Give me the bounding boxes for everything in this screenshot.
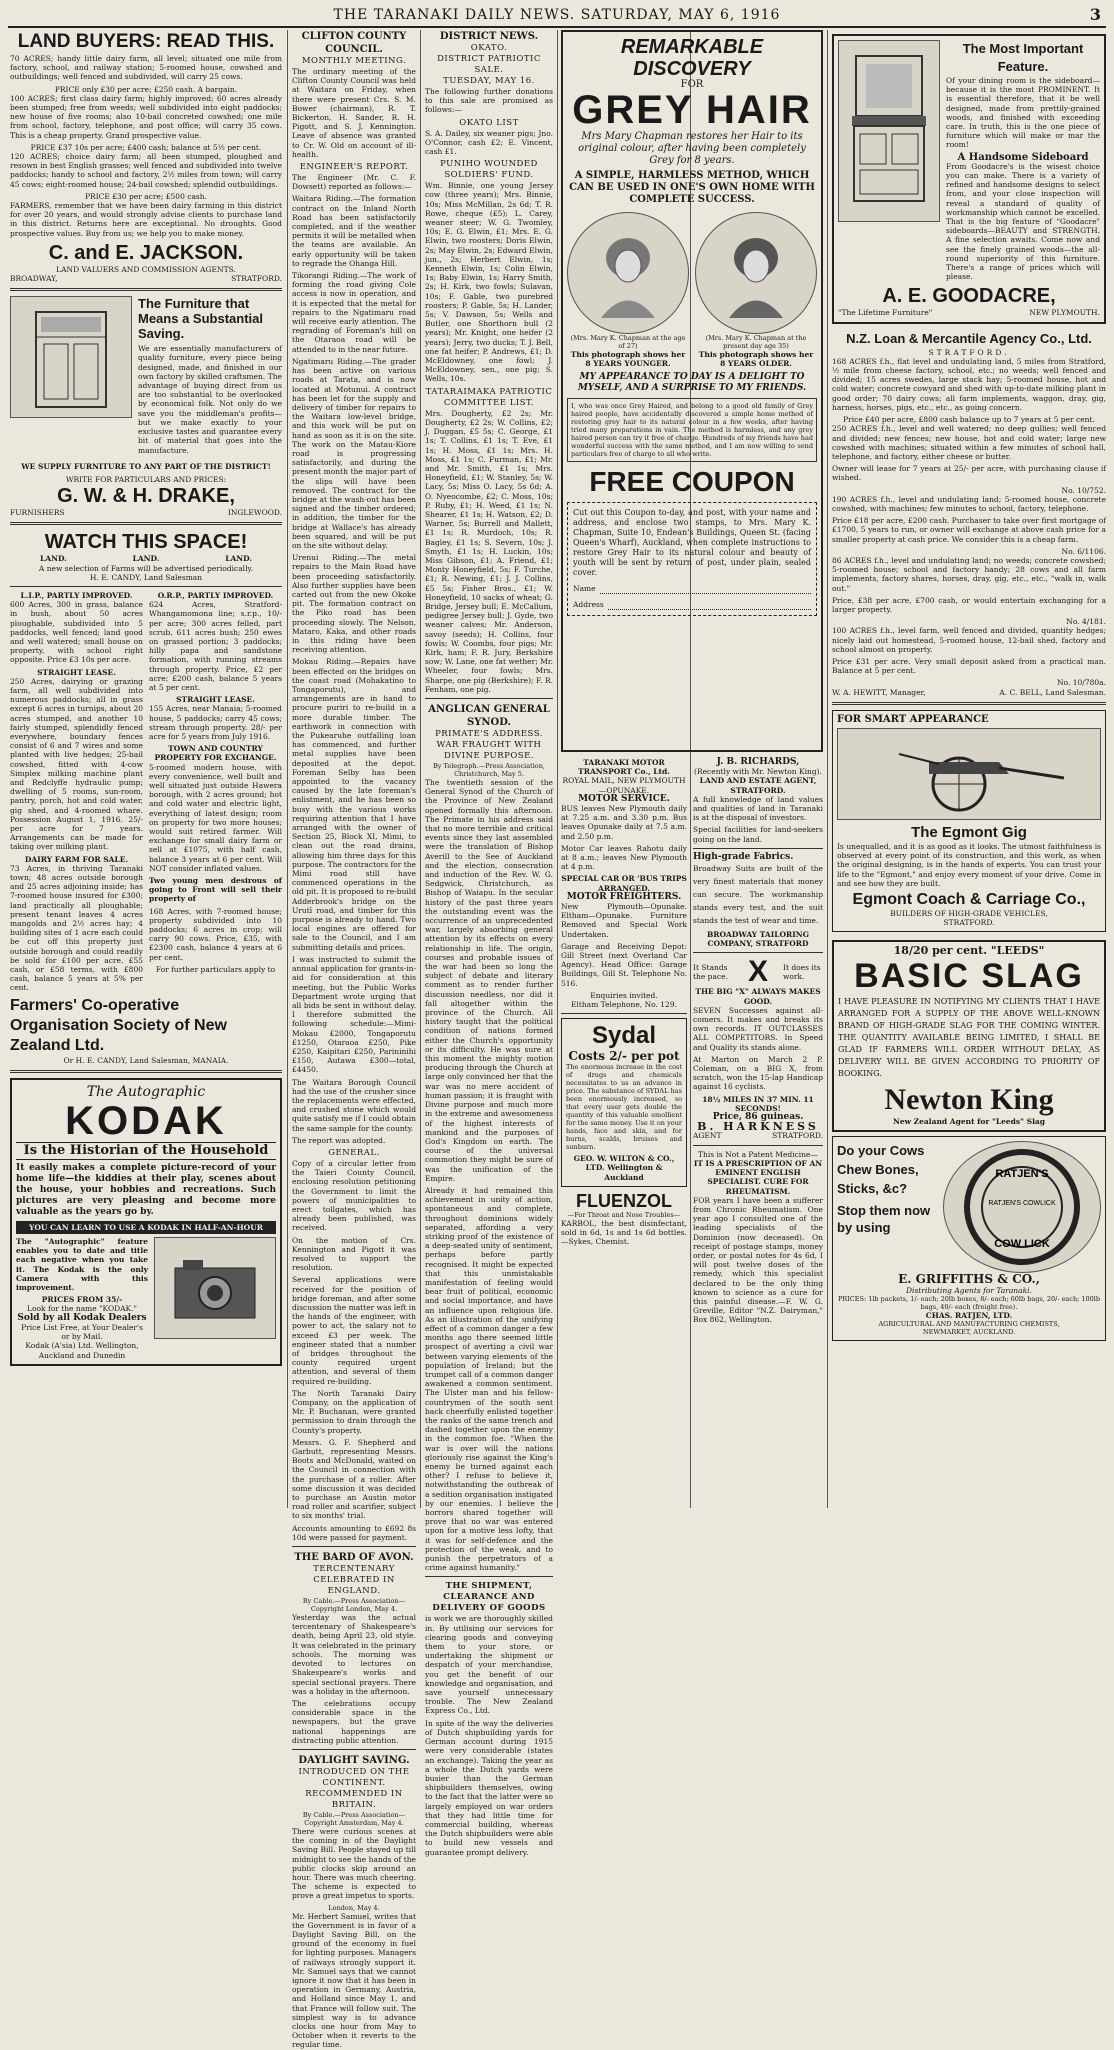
stop-text: Stop them now by using [837,1202,931,1235]
drake-town: INGLEWOOD. [227,508,282,518]
agent-label: AGENT [693,1131,722,1141]
karbol-text: KARBOL, the best disinfectant, sold in 6d, 1s and 1s 6d bottles.—Sykes, Chemist. [561,1218,687,1247]
engineer-body: The Waitara Borough Council had the use of the crusher since the replacements were effected, and crushed stone which would quite satisfy me if I could obtain the same sample for the county. [292,1077,416,1133]
egmont-name: Egmont Coach & Carriage Co., [852,891,1086,908]
listing-heading: TOWN AND COUNTRY PROPERTY FOR EXCHANGE. [154,744,277,763]
listing-86-acres: 86 ACRES f.h., level and undulating land; no weeds; concrete cowshed; 5-roomed house; school and factory handy; 28 cows and all farm implements, factory shares, horses, dray, gig, etc., etc., "walk in, walk out." [832,555,1106,593]
richards-body: A full knowledge of land values and qualities of land in Taranaki is at the disposal of investors. [693,794,823,823]
jackson-subtitle: LAND VALUERS AND COMMISSION AGENTS. [56,264,236,274]
sydal-agents: GEO. W. WILTON & CO., LTD. Wellington & Auckland [573,1154,675,1182]
listing-heading: STRAIGHT LEASE. [176,695,255,705]
shows-present: This photograph shows her 8 YEARS OLDER. [698,350,814,369]
column-2 [292,30,416,2050]
general-heading: GENERAL. [328,1147,380,1158]
listing-price: Price £40 per acre, £800 cash balance up to 7 years at 5 per cent. [843,415,1095,425]
war-heading: WAR FRAUGHT WITH DIVINE PURPOSE. [436,739,542,761]
newton-king-subtitle: New Zealand Agent for "Leeds" Slag [892,1116,1046,1126]
divider [10,288,282,291]
listing-body: 250 Acres, dairying or grazing farm, all well subdivided into numerous paddocks; all in grass except 6 acres in turnips, about 20 acres stumped, and another 10 fairly stumped, splendidly fenced everywhere, boundary fences consist of 6 and 7 wires and some planted with live hedges; 25-bail cowshed, fitted with 4-cow Simplex milking machine plant and Redclyffe hydraulic pump; dwelling of 5 rooms, sun-room, pantry, porch, hot and cold water, gig shed, and 4-roomed whare. Possession August 1, 1916. 25/- per acre for 7 years. Arrangements can be made for taking over milking plant. [10,676,143,852]
newspaper-title: THE TARANAKI DAILY NEWS. SATURDAY, MAY 6, 1916 [333,7,781,23]
eltham-telephone: Eltham Telephone, No. 129. [571,1000,677,1010]
nzloan-heading: N.Z. Loan & Mercantile Agency Co., Ltd. [846,330,1092,346]
sydal-ad [561,1018,687,1187]
motor-service-heading: MOTOR SERVICE. [578,793,670,804]
richards-body: Special facilities for land-seekers going on the land. [693,825,823,844]
puniho-heading: PUNIHO WOUNDED SOLDIERS' FUND. [440,159,538,181]
kodak-historian: Is the Historian of the Household [16,1142,276,1160]
x-left-text: It Stands the pace. [693,963,728,982]
ratjen-subtitle: AGRICULTURAL AND MANUFACTURING CHEMISTS, [878,1320,1060,1329]
listing-body: 600 Acres, 300 in grass, balance in bush, about 50 acres ploughable, subdivided into 5 paddocks, well fenced; land good and well watered; small house on property, with school right opposite. Price £3 10s per acre. [10,600,143,665]
handsome-heading: A Handsome Sideboard [957,151,1089,163]
richards-town: STRATFORD. [730,785,786,795]
listing-body: 5-roomed modern house, with every convenience, well built and well situated just outside Hawera borough, with 2 acres ground; hot and cold water and electric light, everything of latest design; room on property for two more houses; would suit retired farmer. Will exchange for small dairy farm or sell at £1075, with half cash, balance 3 years at 6 per cent. Will NOT consider inflated values. [149,762,282,873]
daylight-subheading: RECOMMENDED IN BRITAIN. [305,1788,403,1810]
listing-price: Price, £38 per acre, £700 cash, or would entertain exchanging for a larger property. [832,595,1106,614]
monthly-heading: MONTHLY MEETING. [301,56,407,66]
simple-text: A SIMPLE, HARMLESS METHOD, WHICH CAN BE USED IN ONE'S OWN HOME WITH COMPLETE SUCCESS. [569,170,815,206]
daylight-subheading: INTRODUCED ON THE CONTINENT. [298,1766,410,1788]
goodacre-ad [832,34,1106,324]
listing-price: PRICE £30 per acre; £500 cash. [85,191,207,201]
land-word: LAND. [40,554,67,564]
garage-body: Garage and Receiving Depot: Gill Street (next Overland Car Agency). Head Office: Garage Buildings, Gill St. Telephone No. 516. [561,941,687,988]
watch-note: A new selection of Farms will be advertised periodically. [38,563,254,573]
gig-carriage-icon [869,734,1069,814]
general-body: On the motion of Crs. Kennington and Pigott it was resolved to support the resolution. [292,1235,416,1273]
jackson-ad [10,30,282,283]
farmers-note: FARMERS, remember that we have been dairy farming in this district for over 20 years, and would strongly advise clients to purchase land in this district. Returns here are exceptional. No droughts. Good prospective values. Buy from us; we help you to make money. [10,201,282,238]
land-word: LAND. [225,554,252,564]
bard-body: The celebrations occupy considerable space in the newspapers, but the grave national happenings are distracting public attention. [292,1698,416,1745]
page-number: 3 [1089,5,1102,24]
richards-name: J. B. RICHARDS, [716,757,800,767]
shipment-body: In spite of the way the deliveries of Dutch shipbuilding yards for German account during 1915 were very considerable (states an exchange). Taking the year as a whole the Dutch yards were busier than the German shipbuilders themselves, owing to the fact that the latter were so largely employed on war orders that they had little time for commercial building, whereas the Dutch shipbuilders were able to build new vessels and guarantee prompt delivery. [425,1718,553,1857]
column-6 [832,30,1106,1510]
cowlick-inner-text: COW LICK [994,1237,1050,1250]
bicycle-price: Price, 86 guineas. [712,1112,804,1123]
cowlick-icon [957,1147,1087,1267]
general-body: Several applications were received for the position of bridge foreman, and after some discussion the matter was left in the hands of the engineer, with power to act, the salary not to exceed £3 per week. The engineer stated that a number of bridges throughout the county required urgent attention, and several of them required re-building. [292,1275,416,1386]
big-x-heading: THE BIG "X" ALWAYS MAKES GOOD. [695,987,821,1006]
column-4-5 [561,30,823,1510]
engineer-body: Waitara Riding.—The formation contract on the Inland North Road has been satisfactorily completed, and if the weather permits it will be metalled when the teams are available. An early opportunity will be taken to regrade the Ohanga Hill. [292,194,416,268]
seven-text: SEVEN Successes against all-comers. It makes and breaks its own records. IT OUTCLASSES ALL COMPETITORS. In Speed and Quality its stands alone. [693,1005,823,1052]
general-body: Accounts amounting to £692 8s 10d were passed for payment. [292,1523,416,1542]
column-rule [287,30,288,1508]
kodak-ad [10,1078,282,1366]
goodacre-town: NEW PLYMOUTH. [1029,308,1100,318]
listing-120-acres: 120 ACRES; choice dairy farm; all been stumped, ploughed and resown in best English grasses; well fenced and subdivided into twelve paddocks; handy to school and factory, 2½ miles from town; will carry 45 cows; eight-roomed house; 24-bail cowshed; splendid outbuildings. [10,152,282,189]
engineer-heading: ENGINEER'S REPORT. [299,162,409,173]
okato-list-heading: OKATO LIST [459,117,519,128]
shipment-heading: THE SHIPMENT, CLEARANCE AND DELIVERY OF GOODS [432,1581,546,1614]
woman-portrait-icon [721,228,791,318]
sydal-logo: Sydal [591,1022,657,1050]
cowlick-middle-text: RATJEN'S COWLICK [988,1199,1056,1207]
listing-heading: O.R.P., PARTLY IMPROVED. [157,590,274,600]
basic-slag-body: I HAVE PLEASURE IN NOTIFYING MY CLIENTS THAT I HAVE ARRANGED FOR A SUPPLY OF THE ABOVE WELL-KNOWN BRAND OF HIGH-GRADE SLAG FOR THE COMING WINTER. THE QUANTITY AVAILABLE BEING LIMITED, I SHALL BE GLAD IF FARMERS WILL ORDER WITHOUT DELAY, AS DELIVERY WILL BE GIVEN ACCORDING TO PRIORITY OF BOOKING. [838,996,1100,1078]
kodak-list: Price List Free, at Your Dealer's or by Mail. [21,1322,143,1342]
fco-subtitle: Or H. E. CANDY, Land Salesman, MANAIA. [63,1055,229,1065]
anglican-byline: By Telegraph.—Press Association, Christchurch, May 5. [433,761,545,778]
drake-heading: The Furniture that Means a Substantial Saving. [138,296,263,342]
shipment-body: is work we are thoroughly skilled in. By utilising our services for clearing goods and conveying them to your store, or undertaking the shipment or despatch of your merchandise, you get the benefit of our knowledge and organisation, and save yourself unnecessary trouble. The New Zealand Express Co., Ltd. [425,1614,553,1716]
column-1 [10,30,282,1510]
engineer-body: I was instructed to submit the annual application for grants-in-aid for consideration at this meeting, but the Public Works Department wrote urging that all bids be sent in without delay. I therefore submitted the following schedule:—Mimi-Mokau £2000, Tongaporutu £1250, Otaraoa £250, Pike £250, Kaipitari £250, Parininihi £150, Autawa £300—total, £4450. [292,954,416,1075]
jackson-address: BROADWAY, [10,274,58,284]
drake-furnishers: FURNISHERS [10,508,65,518]
candy-ad [10,530,282,1065]
kodak-logo: KODAK [65,1098,227,1143]
drake-write: WRITE FOR PARTICULARS AND PRICES: [65,474,227,484]
fluenzol-logo: FLUENZOL [576,1190,672,1211]
cabinet-image [10,296,132,418]
remarkable-heading: REMARKABLE DISCOVERY [620,36,764,80]
griffiths-prices: PRICES: 1lb packets, 1/- each; 20lb boxes, 8/- each; 60lb bags, 20/- each; 100lb bags, 40/- each (freight free). [837,1295,1101,1312]
harkness-name: B. HARKNESS [697,1120,819,1134]
smart-heading: FOR SMART APPEARANCE [837,713,989,725]
cowlick-ad [832,1136,1106,1341]
listing-price: Owner will lease for 7 years at 25/- per acre, with purchasing clause if wished. [832,464,1106,483]
fabrics-body: Broadway Suits are built of the very finest materials that money can secure. The workmanship stands every test, and the suit stands the test of wear and time. [693,864,823,926]
grey-hair-heading: GREY HAIR [572,88,812,133]
most-important-heading: The Most Important Feature. [962,41,1084,74]
name-field[interactable] [600,584,811,594]
listing-number: No. 10/780a. [1057,678,1106,688]
richards-land: LAND AND ESTATE AGENT, [699,776,817,786]
patent-text: This is Not a Patent Medicine— [698,1149,818,1159]
basic-slag-ad [832,940,1106,1131]
listing-body: 155 Acres, near Manaia; 5-roomed house, 5 paddocks; carry 45 cows; stream through property. 28/- per acre for 5 years from July 1916. [149,704,282,741]
general-body: Messrs. G. F. Shepherd and Garbutt, representing Messrs. Boots and McDonald, waited on the Council in connection with the purchase of a roller. After some discussion it was decided to purchase an Austin motor road roller and scarifier, subject to six months' trial. [292,1437,416,1521]
general-body: Copy of a circular letter from the Taieri County Council, enclosing resolution petitioning the Government to limit the powers of municipalities to erect tollgates, which has already been published, was received. [292,1158,416,1233]
daylight-byline: London, May 4. [328,1903,380,1912]
ratjen-name: CHAS. RATJEN, LTD. [925,1311,1013,1321]
camera-image [154,1237,276,1339]
bard-heading: THE BARD OF AVON. [294,1552,414,1564]
daylight-body: There were curious scenes at the coming in of the Daylight Saving Bill. People stayed up till midnight to see the hands of the public clocks skip around an hour. There was much cheering. The scheme is expected to prove a great impetus to sports. [292,1826,416,1901]
primate-heading: PRIMATE'S ADDRESS. [435,728,543,739]
address-field[interactable] [608,600,811,610]
patriotic-heading: DISTRICT PATRIOTIC SALE. [437,54,541,75]
fco-heading: Farmers' Co-operative Organisation Society of New Zealand Ltd. [10,996,227,1054]
motor-transport-heading: TARANAKI MOTOR TRANSPORT Co., Ltd. [578,758,670,777]
column-5-lower [693,758,823,1328]
kodak-sold: Sold by all Kodak Dealers [17,1312,147,1323]
listing-body: 73 Acres, in thriving Taranaki town; 48 acres outside borough and 25 acres adjoining inside; has 7-roomed house insured for £300; land practically all ploughable; present tenant leaves 4 acres mangolds and 2½ acres hay; 4 building sites of 1 acre each could be cut off this property just outside borough and could readily be sold for £100 per acre. £55 cash, or £58 terms, with £800 cash, balance 5 years at 5% per cent. [10,863,143,993]
for-word: FOR [680,79,704,90]
bard-byline: By Cable.—Press Association—Copyright London, May 4. [302,1597,406,1614]
gig-heading: The Egmont Gig [911,823,1027,841]
nzloan-town: STRATFORD. [928,347,1010,357]
name-label: Name [573,584,596,594]
portrait-present [695,212,817,334]
egmont-subtitle: BUILDERS OF HIGH-GRADE VEHICLES, [890,909,1048,918]
special-trips: SPECIAL CAR OR 'BUS TRIPS ARRANGED. [561,874,687,893]
big-x-logo: X [747,955,768,989]
miles-text: 18½ MILES IN 37 MIN. 11 SECONDS! [702,1094,814,1113]
drake-ad [10,296,282,517]
listing-250-acres: 250 ACRES f.h., level and well watered; no deep gullies; well fenced and divided; new fences; new house, hot and cold water; large new cowshed with machines; situated within a few minutes of school hall, telephone, and factory, either cheese or butter. [832,424,1106,461]
listing-heading: DAIRY FARM FOR SALE. [24,854,129,864]
egmont-town: STRATFORD. [943,918,995,928]
daylight-body: Mr. Herbert Samuel, writes that the Government is in favor of a Daylight Saving Bill, on the ground of the economy in fuel for lighting purposes. Managers of railways strongly support it. Mr. Samuel says that we cannot ignore it now that it has been in operation in Germany, Austria, and Holland since May 1, and that France will follow suit. The simplest way is to advance clocks one hour from May to October when it reverts to the regular time. [292,1911,416,2050]
kodak-company: Kodak (A'sia) Ltd. Wellington, Auckland and Dunedin [25,1341,139,1360]
candy-name: H. E. CANDY, Land Salesman [89,572,203,582]
jackson-name: C. and E. JACKSON. [48,241,244,264]
engineer-body: Ngatimaru Riding.—The grader has been active on various roads at Tarata, and is now located at Motunui. A contract has been let for the supply and delivery of timber for repairs to the Waitara low-level bridge, and this work will be put on hand as soon as it is on the site. The work on the Matau-Kiore road is progressing satisfactorily, and during the present month the major part of the slips will have been removed. The contract for the bridge at the wash-out has been signed and the timber ordered; in addition, the timber for the bridge at Wallace's has already been squared, and will be put on the site without delay. [292,356,416,550]
caption-younger: (Mrs. Mary K. Chapman at the age of 27) [570,334,686,351]
particulars-note: For further particulars apply to [155,964,276,974]
masthead [8,4,1106,28]
motor-body: Motor Car leaves Rahotu daily at 8 a.m.; leaves New Plymouth at 4 p.m. [561,843,687,872]
column-rule [827,30,828,1508]
date-heading: TUESDAY, MAY 16. [443,76,535,86]
clifton-body: The ordinary meeting of the Clifton County Council was held at Waitara on Friday, when there were present Crs. S. M. Bower (chairman), R. T. Bickerton, H. Sander, R. H. Pigott, and S. J. Kennington. Leave of absence was granted to Cr. W. Old on account of ill-health. [292,67,416,159]
tataraimaka-heading: TATARAIMAKA PATRIOTIC COMMITTEE LIST. [425,386,553,408]
listing-190-acres: 190 ACRES f.h., level and undulating land; 5-roomed house, concrete cowshed, with machines; few minutes to school, factory, telephone. [832,494,1106,513]
grey-hair-ad [561,30,823,752]
okato-body: The following further donations to this sale are promised as follows:— [425,87,553,115]
broadway-tailoring: BROADWAY TAILORING COMPANY, STRATFORD [706,930,810,949]
goodacre-slogan: "The Lifetime Furniture" [838,308,933,318]
richards-subtitle: (Recently with Mr. Newton King). [694,767,822,777]
okato-heading: OKATO. [470,43,508,53]
griffiths-name: E. GRIFFITHS & CO., [898,1271,1040,1286]
caption-present: (Mrs. Mary K. Chapman at the present day age 35) [705,334,807,351]
freighters-body: New Plymouth—Opunake. Eltham—Opunake. Furniture Removed and Special Work Undertaken. [561,902,687,939]
shows-younger: This photograph shows her 8 YEARS YOUNGER. [570,350,686,369]
listing-100-acres: 100 ACRES f.h., level farm, well fenced and divided, quantity hedges; nicely laid out homestead, 5-roomed house, 12-bail shed, factory and school almost on property. [832,626,1106,654]
coupon-form[interactable] [567,502,817,616]
listing-number: No. 6/1106. [1061,546,1106,556]
general-body: The North Taranaki Dairy Company, on the application of Mr. P. Buchanan, were granted permission to drain through the County's property. [292,1388,416,1435]
cows-question: Do your Cows Chew Bones, Sticks, &c? [837,1142,925,1196]
column-rule [420,30,421,1508]
basic-slag-heading: BASIC SLAG [854,956,1084,995]
column-rule [557,30,558,1508]
listing-70-acres: 70 ACRES; handy little dairy farm, all level; situated one mile from factory, school, and railway station; 5-roomed house, cowshed and outbuildings; well fenced and subdivided, will carry 25 cows. [10,54,282,82]
listing-100-acres: 100 ACRES; first class dairy farm; highly improved; 60 acres already been stumped; free from weeds; well subdivided into eight paddocks; new house of five rooms; also 10-bail concreted cowshed; one mile from school, factory, telephone, and post office; will carry 35 cows. This is a cheap property. Grand prospective value. [10,93,282,140]
tataraimaka-body: Mrs. Dougherty, £2 2s; Mr. Dougherty, £2 2s; W. Collins, £2; J. Duggan, £5 5s; C. George, £1 1s; T. Collins, £1 1s; T. Eve, £1 1s; H. Moss, £1 1s; Mrs. H. Moss, £1 1s; C. Furman, £1; Mr. and Mr. Smith, £1 1s; Mrs. Honeyfield, £1; W. Stanley, 5s; W. Lacy, 5s; Miss O. Lacy, 5s 6d; A. O. Nyeocombe, £2; C. Moss, 10s; P. Ruby, £1; H. Weed, £1 1s; N. Shearer, £1 1s; H. Watson, £2; D. Warner, 5s; Burrell and Mallett, £1 1s; R. Murdoch, 10s; R. Bagley, £1 1s; S. Severn, 10s; J. Smyth, £1 1s; H. Luckin, 10s; Miss Gibson, £1; A. Friend, £1; Monty Honeyfield, 5s; F. Turche, £1; R. Newing, £1; J. J. Collins, £5 5s; Fisher Bros., £1; W. Honeyfield, 10 sacks of wheat; G. Bridge, Jersey bull; E. McCallum, pedigree Jersey bull; J. Gyde, two weaner calves; Mr. Anderson, savoy (seeds); H. Collins, four fowls; W. Coombs, four pigs; Mr. Kirk, ham; F. R. Jury, Berkshire sow; W. Lane, one fat wether; Mr. Wheeler, four fowls; Mrs. Sharpe, one pig (Berkshire); F. R. Fenham, one pig. [425,408,553,694]
listing-price: Price £18 per acre, £200 cash. Purchaser to take over first mortgage of £1700, 5 years to run, or owner will exchange at above cash price for a smaller property at cash price. We consider this is a cheap farm. [832,516,1106,544]
percent-heading: 18/20 per cent. "LEEDS" [893,944,1045,958]
royal-mail: ROYAL MAIL, NEW PLYMOUTH—OPUNAKE. [562,776,686,795]
newton-king-name: Newton King [884,1082,1054,1116]
bard-subheading: TERCENTENARY CELEBRATED IN ENGLAND. [313,1564,395,1597]
anglican-body: Already it had remained this achievement in unity of action, spontaneous and complete, throughout dominions widely separated, affording a very striking proof of the existence of a deep-seated unity of sentiment, perhaps before partly recognised. It might be expected that this unmistakable manifestation of feeling would bear fruit of political, economic and social importance, and have an influence upon religious life. As an illustration of the unifying effect of a common danger a few months ago there seemed little prospect of averting a civil war between varying elements of the population of Ireland; but the trumpet call of a common danger awakened a common sentiment. The Ulster man and his fellow-countrymen of the south sent back cheerfully enlisted together the ranks of the same trench and dashed together upon the enemy in the common foe. "When the war is over will the nations gloriously rise against the King's enemy be turned against each other? I refuse to believe it, notwithstanding the outbreak of a sedition organisation instigated by our enemies. I believe the horrors shared together will prove that no war was entered upon for a motive less lofty, that it was for self-defence and the protection of the weak, and to punish the perpetrators of a crime against humanity." [425,1185,553,1573]
kodak-feature: The "Autographic" feature enables you to date and title each negative when you take it. The Kodak is the only Camera with this improvement. [16,1237,148,1293]
listing-body: 168 Acres, with 7-roomed house; property subdivided into 10 paddocks; 6 acres in crop; will carry 90 cows. Price, £35, with £2300 cash, balance 4 years at 6 per cent. [149,906,282,962]
prescription-heading: IT IS A PRESCRIPTION OF AN EMINENT ENGLISH SPECIALIST. CURE FOR RHEUMATISM. [693,1158,823,1196]
listing-body: 624 Acres, Stratford-Whangamomona line; s.r.p., 10/- per acre; 300 acres felled, part scrub, 611 acres bush; 250 ewes on grassed portion; 3 paddocks; hilly papa and sandstone formation, with running streams through property. Price, £2 per acre; £200 cash, balance 5 years at 5 per cent. [149,600,282,692]
engineer-body: Mokau Riding.—Repairs have been effected on the bridges on the coast road (Mohakatino to Tongaporutu), and arrangements are in hand to procure puriri to re-build in a more durable timber. The earthwork in connection with the Pukearuhe outfalling loan has commenced, and further metal supplies have been deposited at the depot. Foreman Selby has been appointed to the vacancy caused by the late foreman's enlistment, and he has been so busy with the various works requiring attention that I have arranged with the owner of Section 25, Block XI, Mimi, to clean out the road drains, allowing him three days for this purpose. The contractors for the Mimi road still have commenced operations in the old pit. It is proposed to re-build Adderbrook's bridge on the Urutī road, and timber for this purpose is already to hand. Two local engines are offered for sale to the Council, and I am submitting details and prices. [292,657,416,952]
listing-price: PRICE £37 10s per acre; £400 cash; balance at 5½ per cent. [30,142,262,152]
enquiries-text: Enquiries invited. [590,990,658,1000]
land-word: LAND. [132,554,160,564]
district-heading: DISTRICT NEWS. [439,31,539,42]
anglican-body: The twentieth session of the General Synod of the Church of the Province of New Zealand opened formally this afternoon. The Primate in his address said that no more terrible and critical events since they last assembled were the translation of Bishop Averill to the See of Auckland and the election, consecration and induction of the Rev. W. G. Sedgwick, Christchurch, as Bishop of Waiapu. In the secular history of the past three years the outstanding event was the occurrence of an unprecedented war, largely absorbing general attention by its effects on every relationship in life. The origin, courses and probable issues of the war had been so long the subject of debate and literary comment as to render further discussion needless, nor did it fall altogether within the province of the Church. All history taught that the political condition of nations formed either the Church's opportunity or its difficulty. He was sure at this moment the mighty motion producing through the Church at large only convinced her that the war was no mere accident of human passion; it is fraught with Divine purpose and much more in the extreme and awesomeness of the highest interests of mankind and the purposes of God's Kingdom on earth. The course of the universal commotion they might be sure of was the unification of the Empire. [425,777,553,1183]
fluenzol-subtitle: —For Throat and Nose Troubles— [567,1210,681,1219]
kodak-learn: YOU CAN LEARN TO USE A KODAK IN HALF-AN-HOUR [16,1221,276,1234]
engineer-body: Tikorangi Riding.—The work of forming the road giving Cole access is now in operation, and it is expected that the metal for repairs to the Ngatimaru road will receive early attention. The regrading of Foreman's hill on the Otaraoa road will be attended to in the near future. [292,271,416,354]
listing-168-acres: 168 ACRES f.h., flat level and undulating land, 5 miles from Stratford, ½ mile from cheese factory, school, etc.; no weeds; well fenced and divided; 15 acres swedes, large stack hay; 5-roomed house, hot and cold water; concrete cowyard and shed with up-to-date milking plant in good order; 70 dairy cows; all farm implements, waggon, dray, gig, harness, horses, pigs, etc., etc., as going concern. [832,356,1106,412]
listing-heading: L.I.P., PARTLY IMPROVED. [20,590,133,600]
adopted-note: The report was adopted. [292,1135,386,1145]
agent-town: STRATFORD. [772,1131,823,1141]
listing-body: Two young men desirous of going to Front will sell their property of [149,876,282,904]
kodak-autographic: The Autographic [86,1083,206,1100]
cabinet-icon [26,302,116,412]
kodak-price: PRICES FROM 35/- [41,1295,123,1305]
puniho-body: Wm. Binnie, one young Jersey cow (three years); Mrs. Binnie, 10s; Miss McMillan, 2s 6d; T. R. Rowe, cheque (£5); L. Carey, weaner steer; W. G. Twomley, 10s; E. G. Elwin, £1; Mrs. E. G. Elwin, two roosters; Doris Elwin, 2s; May Elwin, 2s; Edward Elwin, jun., 2s; Herbert Elwin, 1s; Kenneth Elwin, 1s; Colin Elwin, 1s; Baby Elwin, 1s; Harry Smith, 2s; H. Kirk, two fowls; Sulavan, 10s; F. Gable, two purebred roosters; P. Gable, 5s; H. Lander, 5s; V. Dawson, 5s; Wells and Butler, one Shorthorn bull (2 years); Mr. Knight, one heifer (2 years); Jerry, two ducks; T. J. Bell, one fat heifer; P. Andrews, £1; D. McEldowney, one fowl; J. McEldowney, sen., one pig; S. Wells, 10s. [425,181,553,384]
clifton-heading: CLIFTON COUNTY COUNCIL. [301,31,407,55]
listing-price: Price £31 per acre. Very small deposit asked from a practical man. Balance at 5 per cent. [832,656,1106,676]
divider [10,1070,282,1073]
engineer-body: The Engineer (Mr. C. F. Dowsett) reported as follows:— [292,173,416,192]
bell-name: A. C. BELL, Land Salesman. [999,687,1106,697]
marton-text: At Marton on March 2 P. Coleman, on a BIG X, from scratch, won the 15-lap Handicap against 16 cyclists. [693,1054,823,1092]
ratjen-town: NEWMARKET, AUCKLAND. [922,1328,1016,1337]
hewitt-name: W. A. HEWITT, Manager, [832,687,926,697]
kodak-body: It easily makes a complete picture-record of your home life—the kiddies at their play, scenes about the house, your hobbies and recreations. Such pictures are very pleasing and become more valuable as the years go by. [16,1162,276,1217]
delight-text: MY APPEARANCE TO DAY IS A DELIGHT TO MYSELF, AND A SURPRISE TO MY FRIENDS. [577,371,807,393]
listing-number: No. 4/181. [1066,617,1106,627]
coupon-text: Cut out this Coupon to-day, and post, with your name and address, and enclose two stamps, to Mrs. Mary K. Chapman, Suite 10, Endean's Buildings, Queen St. (facing Queen's Wharf), Auckland, when complete instructions to restore Grey Hair to its natural colour and beauty of youth will be sent by return of post, under plain, sealed cover. [573,507,811,577]
cowlick-ring-text: RATJEN'S [995,1167,1049,1180]
daylight-byline: By Cable.—Press Association—Copyright Amsterdam, May 4. [302,1810,406,1827]
sideboard-icon [844,46,934,216]
gig-image [837,728,1101,820]
anglican-heading: ANGLICAN GENERAL SYNOD. [428,703,550,728]
cowlick-logo [943,1141,1101,1273]
listing-price: PRICE only £30 per acre; £250 cash. A bargain. [54,84,238,94]
daylight-heading: DAYLIGHT SAVING. [298,1754,410,1766]
most-important-body: Of your dining room is the sideboard—because it is the most PROMINENT. It is essential therefore, that it be well designed, made from prettily-grained woods, and finished with exceeding care. In truth, this is the one piece of furniture which will make or mar the room! [946,76,1100,150]
free-coupon-heading: FREE COUPON [589,465,795,497]
portrait-younger [567,212,689,334]
handsome-body: From Goodacre's is the wisest choice you can make. There is a variety of refined and handsome designs to select from, and your close inspection will reveal a standard of quality of workmanship which cannot be excelled. That is the big feature of "Goodacre" sideboards—BEAUTY and STRENGTH. A fine selection awaits. Come now and see the finely grained woods—the all-round superiority of this furniture. There's a range of prices which will please. [946,161,1100,282]
freighters-heading: MOTOR FREIGHTERS. [566,891,682,902]
jackson-town: STRATFORD. [231,274,282,284]
listing-heading: STRAIGHT LEASE. [37,667,116,677]
woman-portrait-icon [593,228,663,318]
engineer-body: Urenui Riding.—The metal repairs to the Main Road have been proceeding satisfactorily. Also further supplies have been carted out from the new Okoke pit. The formation contract on the Piko road has been proceeding slowly. The Nelson, Mataro, Kaka, and other roads in this riding have been receiving attention. [292,553,416,655]
sideboard-image [838,40,940,222]
kodak-look: Look for the name "KODAK." [27,1304,137,1314]
x-right-text: It does its work. [782,963,821,982]
land-buyers-heading: LAND BUYERS: READ THIS. [17,31,275,52]
listing-number: No. 10/752. [1061,485,1106,495]
story-text: I, who was once Grey Haired, and belong to a good old family of Grey haired people, have accidentally discovered a simple home method of restoring grey hair to its natural colour in a few weeks, after having tried many preparations in vain. The method is harmless, and any grey haired person can try it free of charge. Hundreds of my friends have had wonderful success with the same method, and I am now willing to send particulars free of charge to all who write. [567,398,817,462]
sydal-body: The enormous increase in the cost of drugs and chemicals necessitates to us an advance in price. The substance of SYDAL has been enormously increased, so that every user gets double the quantity of this valuable emollient for the same money. Use it on your hands, face and skin, and for burns, scalds, bruises and sunburn. [566,1063,682,1152]
camera-icon [165,1248,265,1328]
rheumatism-body: FOR years I have been a sufferer from Chronic Rheumatism. One year ago I consulted one of the leading specialists of the Dominion (now deceased). On receipt of postage stamps, money order, or postal notes for 4s 6d, I will post twelve doses of the remedy, which this specialist declared to be the only thing known to science as a cure for this painful disease.—F. W. G. Greville, Editor "N.Z. Dairyman," Box 862, Wellington. [693,1195,823,1325]
sydal-cost: Costs 2/- per pot [568,1049,680,1064]
column-3 [425,30,553,1857]
egmont-ad [832,710,1106,933]
restores-text: Mrs Mary Chapman restores her Hair to its original colour, after having been completely Grey for 8 years. [578,131,806,167]
address-label: Address [573,600,604,610]
drake-body: We are essentially manufacturers of quality furniture, every piece being designed, made, and finished in our own factory by skilled craftsmen. The advantage of buying direct from us are too substantial to be overlooked by economical folk. Not only do we save you the middleman's profits—but we make exactly to your exclusive tastes and guarantee every bit of material that goes into the manufacture. [138,344,282,455]
watch-heading: WATCH THIS SPACE! [44,531,248,554]
goodacre-name: A. E. GOODACRE, [882,285,1056,308]
griffiths-subtitle: Distributing Agents for Taranaki. [906,1285,1032,1295]
divider [10,522,282,525]
drake-name: G. W. & H. DRAKE, [57,485,235,508]
drake-supply: WE SUPPLY FURNITURE TO ANY PART OF THE DISTRICT! [21,461,271,471]
okato-body: S. A. Dailey, six weaner pigs; Jno. O'Connor, cash £2; E. Vincent, cash £1. [425,128,553,157]
column-4-lower [561,758,687,1328]
fabrics-heading: High-grade Fabrics. [693,851,794,862]
bard-body: Yesterday was the actual tercentenary of Shakespeare's death, being April 23, old style. It was celebrated in the primary schools. The morning was devoted to lectures on Shakespeare's works and special sectional prayers. There was a holiday in the afternoon. [292,1613,416,1696]
motor-body: BUS leaves New Plymouth daily at 7.25 a.m. and 3.30 p.m. Bus leaves Opunake daily at 7.5 a.m. and 2.50 p.m. [561,804,687,841]
gig-body: Is unequalled, and it is as good as it looks. The utmost faithfulness is observed at every point of its construction, and this work, as when the original designing, is in the hands of experts. You can trust your life to the "Egmont," and enjoy every moment of your drive. Come in and see how they are built. [837,841,1101,888]
